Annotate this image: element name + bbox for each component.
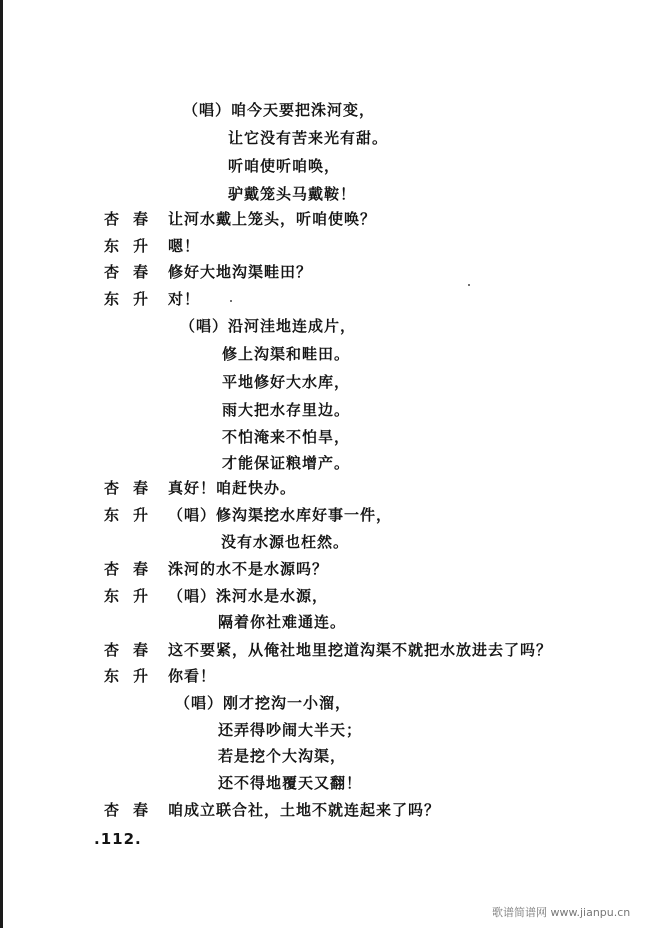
dialogue-line: 对！ <box>168 290 201 308</box>
speaker-name: 杏春 <box>104 479 163 497</box>
watermark: 歌谱简谱网 www.jianpu.cn <box>492 906 631 919</box>
speaker-name: 杏春 <box>104 641 163 659</box>
speck <box>468 284 470 286</box>
dialogue-line: 真好！咱赶快办。 <box>168 479 297 497</box>
lyric-line: 驴戴笼头马戴鞍！ <box>228 185 357 203</box>
lyric-line: 才能保证粮增产。 <box>222 454 351 472</box>
lyric-line: （唱）沿河洼地连成片， <box>180 317 357 335</box>
speaker-name: 杏春 <box>104 210 163 228</box>
dialogue-line: 咱成立联合社，土地不就连起来了吗？ <box>168 801 441 819</box>
speck <box>230 300 232 302</box>
dialogue-line: （唱）洙河水是水源， <box>168 587 329 605</box>
lyric-line: 隔着你社难通连。 <box>218 613 347 631</box>
dialogue-line: 让河水戴上笼头，听咱使唤？ <box>168 210 377 228</box>
speaker-name: 杏春 <box>104 560 163 578</box>
lyric-line: 没有水源也枉然。 <box>221 533 350 551</box>
lyric-line: 听咱使听咱唤， <box>228 157 341 175</box>
scan-edge <box>0 0 3 928</box>
page-number: .112. <box>94 830 142 848</box>
dialogue-line: 你看！ <box>168 667 217 685</box>
dialogue-line: （唱）修沟渠挖水库好事一件， <box>168 506 393 524</box>
lyric-line: 雨大把水存里边。 <box>222 401 351 419</box>
speaker-name: 东升 <box>104 587 163 605</box>
lyric-line: 不怕淹来不怕旱， <box>222 428 351 446</box>
lyric-line: （唱）咱今天要把洙河变， <box>183 101 376 119</box>
dialogue-line: 嗯！ <box>168 237 201 255</box>
dialogue-line: 这不要紧，从俺社地里挖道沟渠不就把水放进去了吗？ <box>168 641 553 659</box>
lyric-line: 修上沟渠和畦田。 <box>222 345 351 363</box>
lyric-line: 平地修好大水库， <box>222 373 351 391</box>
lyric-line: 让它没有苦来光有甜。 <box>228 129 389 147</box>
lyric-line: 还不得地覆天又翻！ <box>218 774 363 792</box>
speaker-name: 杏春 <box>104 801 163 819</box>
lyric-line: 还弄得吵闹大半天； <box>218 721 363 739</box>
speaker-name: 东升 <box>104 290 163 308</box>
dialogue-line: 洙河的水不是水源吗？ <box>168 560 329 578</box>
lyric-line: 若是挖个大沟渠， <box>218 747 347 765</box>
speaker-name: 东升 <box>104 667 163 685</box>
speaker-name: 东升 <box>104 237 163 255</box>
speaker-name: 东升 <box>104 506 163 524</box>
lyric-line: （唱）刚才挖沟一小溜， <box>175 694 352 712</box>
dialogue-line: 修好大地沟渠畦田？ <box>168 263 313 281</box>
speaker-name: 杏春 <box>104 263 163 281</box>
